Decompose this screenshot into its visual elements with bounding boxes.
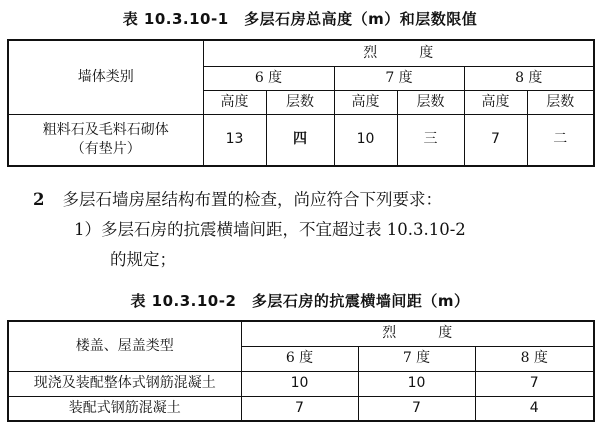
height-subheader: 高度	[334, 90, 397, 114]
floor-type-label: 现浇及装配整体式钢筋混凝土	[8, 371, 241, 396]
height-7-value: 10	[334, 114, 397, 166]
sub-item-line1: 1）多层石房的抗震横墙间距，不宜超过表 10.3.10-2	[74, 220, 466, 239]
table-row	[8, 371, 594, 396]
spacing-7-value: 7	[358, 396, 475, 421]
degree-8-header: 8 度	[475, 346, 594, 371]
spacing-6-value: 7	[241, 396, 358, 421]
floors-subheader: 层数	[266, 90, 334, 114]
intensity-header: 烈 度	[241, 321, 594, 346]
wall-type-note: （有垫片）	[70, 140, 141, 157]
wall-type-cell	[8, 114, 203, 166]
spacing-6-value: 10	[241, 371, 358, 396]
table-row	[8, 114, 594, 166]
height-subheader: 高度	[203, 90, 266, 114]
floors-7-value: 三	[397, 114, 464, 166]
floors-subheader: 层数	[527, 90, 594, 114]
wall-type-label: 粗料石及毛料石砌体	[42, 121, 169, 138]
degree-7-header: 7 度	[358, 346, 475, 371]
table1-caption: 表 10.3.10-1 多层石房总高度（m）和层数限值	[122, 10, 478, 28]
spacing-8-value: 7	[475, 371, 594, 396]
item-2-paragraph	[33, 186, 442, 210]
wall-spacing-table	[7, 320, 595, 422]
item-text: 多层石墙房屋结构布置的检查，尚应符合下列要求：	[62, 190, 442, 209]
spacing-8-value: 4	[475, 396, 594, 421]
height-subheader: 高度	[464, 90, 527, 114]
floor-type-header: 楼盖、屋盖类型	[8, 321, 241, 371]
height-6-value: 13	[203, 114, 266, 166]
floors-6-value: 四	[266, 114, 334, 166]
height-8-value: 7	[464, 114, 527, 166]
floor-type-label: 装配式钢筋混凝土	[8, 396, 241, 421]
floors-subheader: 层数	[397, 90, 464, 114]
degree-6-header: 6 度	[203, 66, 334, 90]
height-limit-table	[7, 39, 595, 167]
spacing-7-value: 10	[358, 371, 475, 396]
wall-type-header: 墙体类别	[8, 40, 203, 114]
degree-6-header: 6 度	[241, 346, 358, 371]
sub-item-line2: 的规定；	[110, 250, 176, 269]
degree-8-header: 8 度	[464, 66, 594, 90]
floors-8-value: 二	[527, 114, 594, 166]
degree-7-header: 7 度	[334, 66, 464, 90]
table2-caption: 表 10.3.10-2 多层石房的抗震横墙间距（m）	[130, 292, 470, 310]
item-number: 2	[33, 190, 45, 209]
intensity-header: 烈 度	[203, 40, 594, 66]
table-row	[8, 396, 594, 421]
